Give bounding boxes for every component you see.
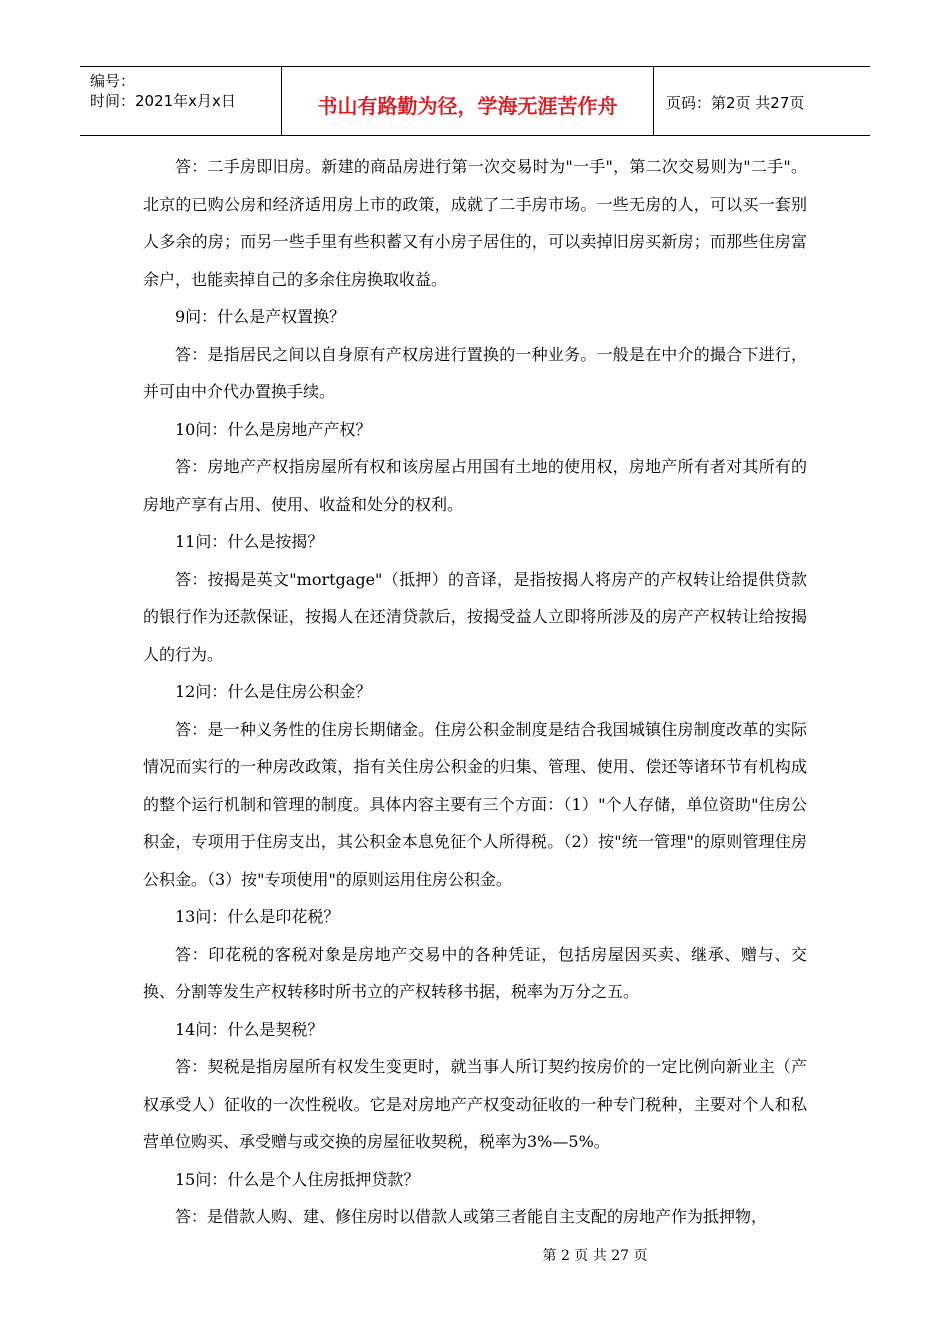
header-motto: 书山有路勤为径，学海无涯苦作舟 xyxy=(282,67,654,135)
paragraph: 答：是借款人购、建、修住房时以借款人或第三者能自主支配的房地产作为抵押物， xyxy=(175,1207,768,1226)
question-heading: 13问：什么是印花税？ xyxy=(175,907,340,926)
document-header xyxy=(80,66,870,136)
document-time-label: 时间：2021年x月x日 xyxy=(90,92,236,110)
question-heading: 11问：什么是按揭？ xyxy=(175,532,324,551)
page-footer: 第 2 页 共 27 页 xyxy=(542,1248,648,1264)
question-heading: 10问：什么是房地产产权？ xyxy=(175,419,372,439)
document-body xyxy=(143,148,807,1236)
paragraph: 答：是一种义务性的住房长期储金。住房公积金制度是结合我国城镇住房制度改革的实际情况而实行的一种房改政策，指有关住房公积金的归集、管理、使用、偿还等诸环节有机构成的整个运行机制和管理的制度。具体内容主要有三个方面：（1）"个人存储，单位资助"住房公积金，专项用于住房支出，其公积金本息免征个人所得税。（2）按"统一管理"的原则管理住房公积金。（3）按"专项使用"的原则运用住房公积金。 xyxy=(143,719,807,889)
question-heading: 15问：什么是个人住房抵押贷款？ xyxy=(175,1169,420,1189)
paragraph: 答：契税是指房屋所有权发生变更时，就当事人所订契约按房价的一定比例向新业主（产权承受人）征收的一次性税收。它是对房地产产权变动征收的一种专门税种，主要对个人和私营单位购买、承受赠与或交换的房屋征收契税，税率为3%—5%。 xyxy=(143,1057,807,1151)
question-heading: 9问：什么是产权置换？ xyxy=(175,307,346,326)
paragraph: 答：二手房即旧房。新建的商品房进行第一次交易时为"一手"，第二次交易则为"二手"。北京的已购公房和经济适用房上市的政策，成就了二手房市场。一些无房的人，可以买一套别人多余的房；而另一些手里有些积蓄又有小房子居住的，可以卖掉旧房买新房；而那些住房富余户，也能卖掉自己的多余住房换取收益。 xyxy=(143,157,807,289)
paragraph: 答：按揭是英文"mortgage"（抵押）的音译，是指按揭人将房产的产权转让给提供贷款的银行作为还款保证，按揭人在还清贷款后，按揭受益人立即将所涉及的房产产权转让给按揭人的行为。 xyxy=(143,569,807,664)
paragraph: 答：印花税的客税对象是房地产交易中的各种凭证，包括房屋因买卖、继承、赠与、交换、分割等发生产权转移时所书立的产权转移书据，税率为万分之五。 xyxy=(143,944,807,1001)
document-number-label: 编号： xyxy=(90,72,136,90)
paragraph: 答：房地产产权指房屋所有权和该房屋占用国有土地的使用权，房地产所有者对其所有的房地产享有占用、使用、收益和处分的权利。 xyxy=(143,457,807,514)
header-meta-cell xyxy=(80,67,282,135)
question-heading: 14问：什么是契税？ xyxy=(175,1019,324,1039)
paragraph: 答：是指居民之间以自身原有产权房进行置换的一种业务。一般是在中介的撮合下进行，并可由中介代办置换手续。 xyxy=(143,344,807,401)
question-heading: 12问：什么是住房公积金？ xyxy=(175,682,372,701)
header-page-code: 页码：第2页 共27页 xyxy=(666,93,805,112)
